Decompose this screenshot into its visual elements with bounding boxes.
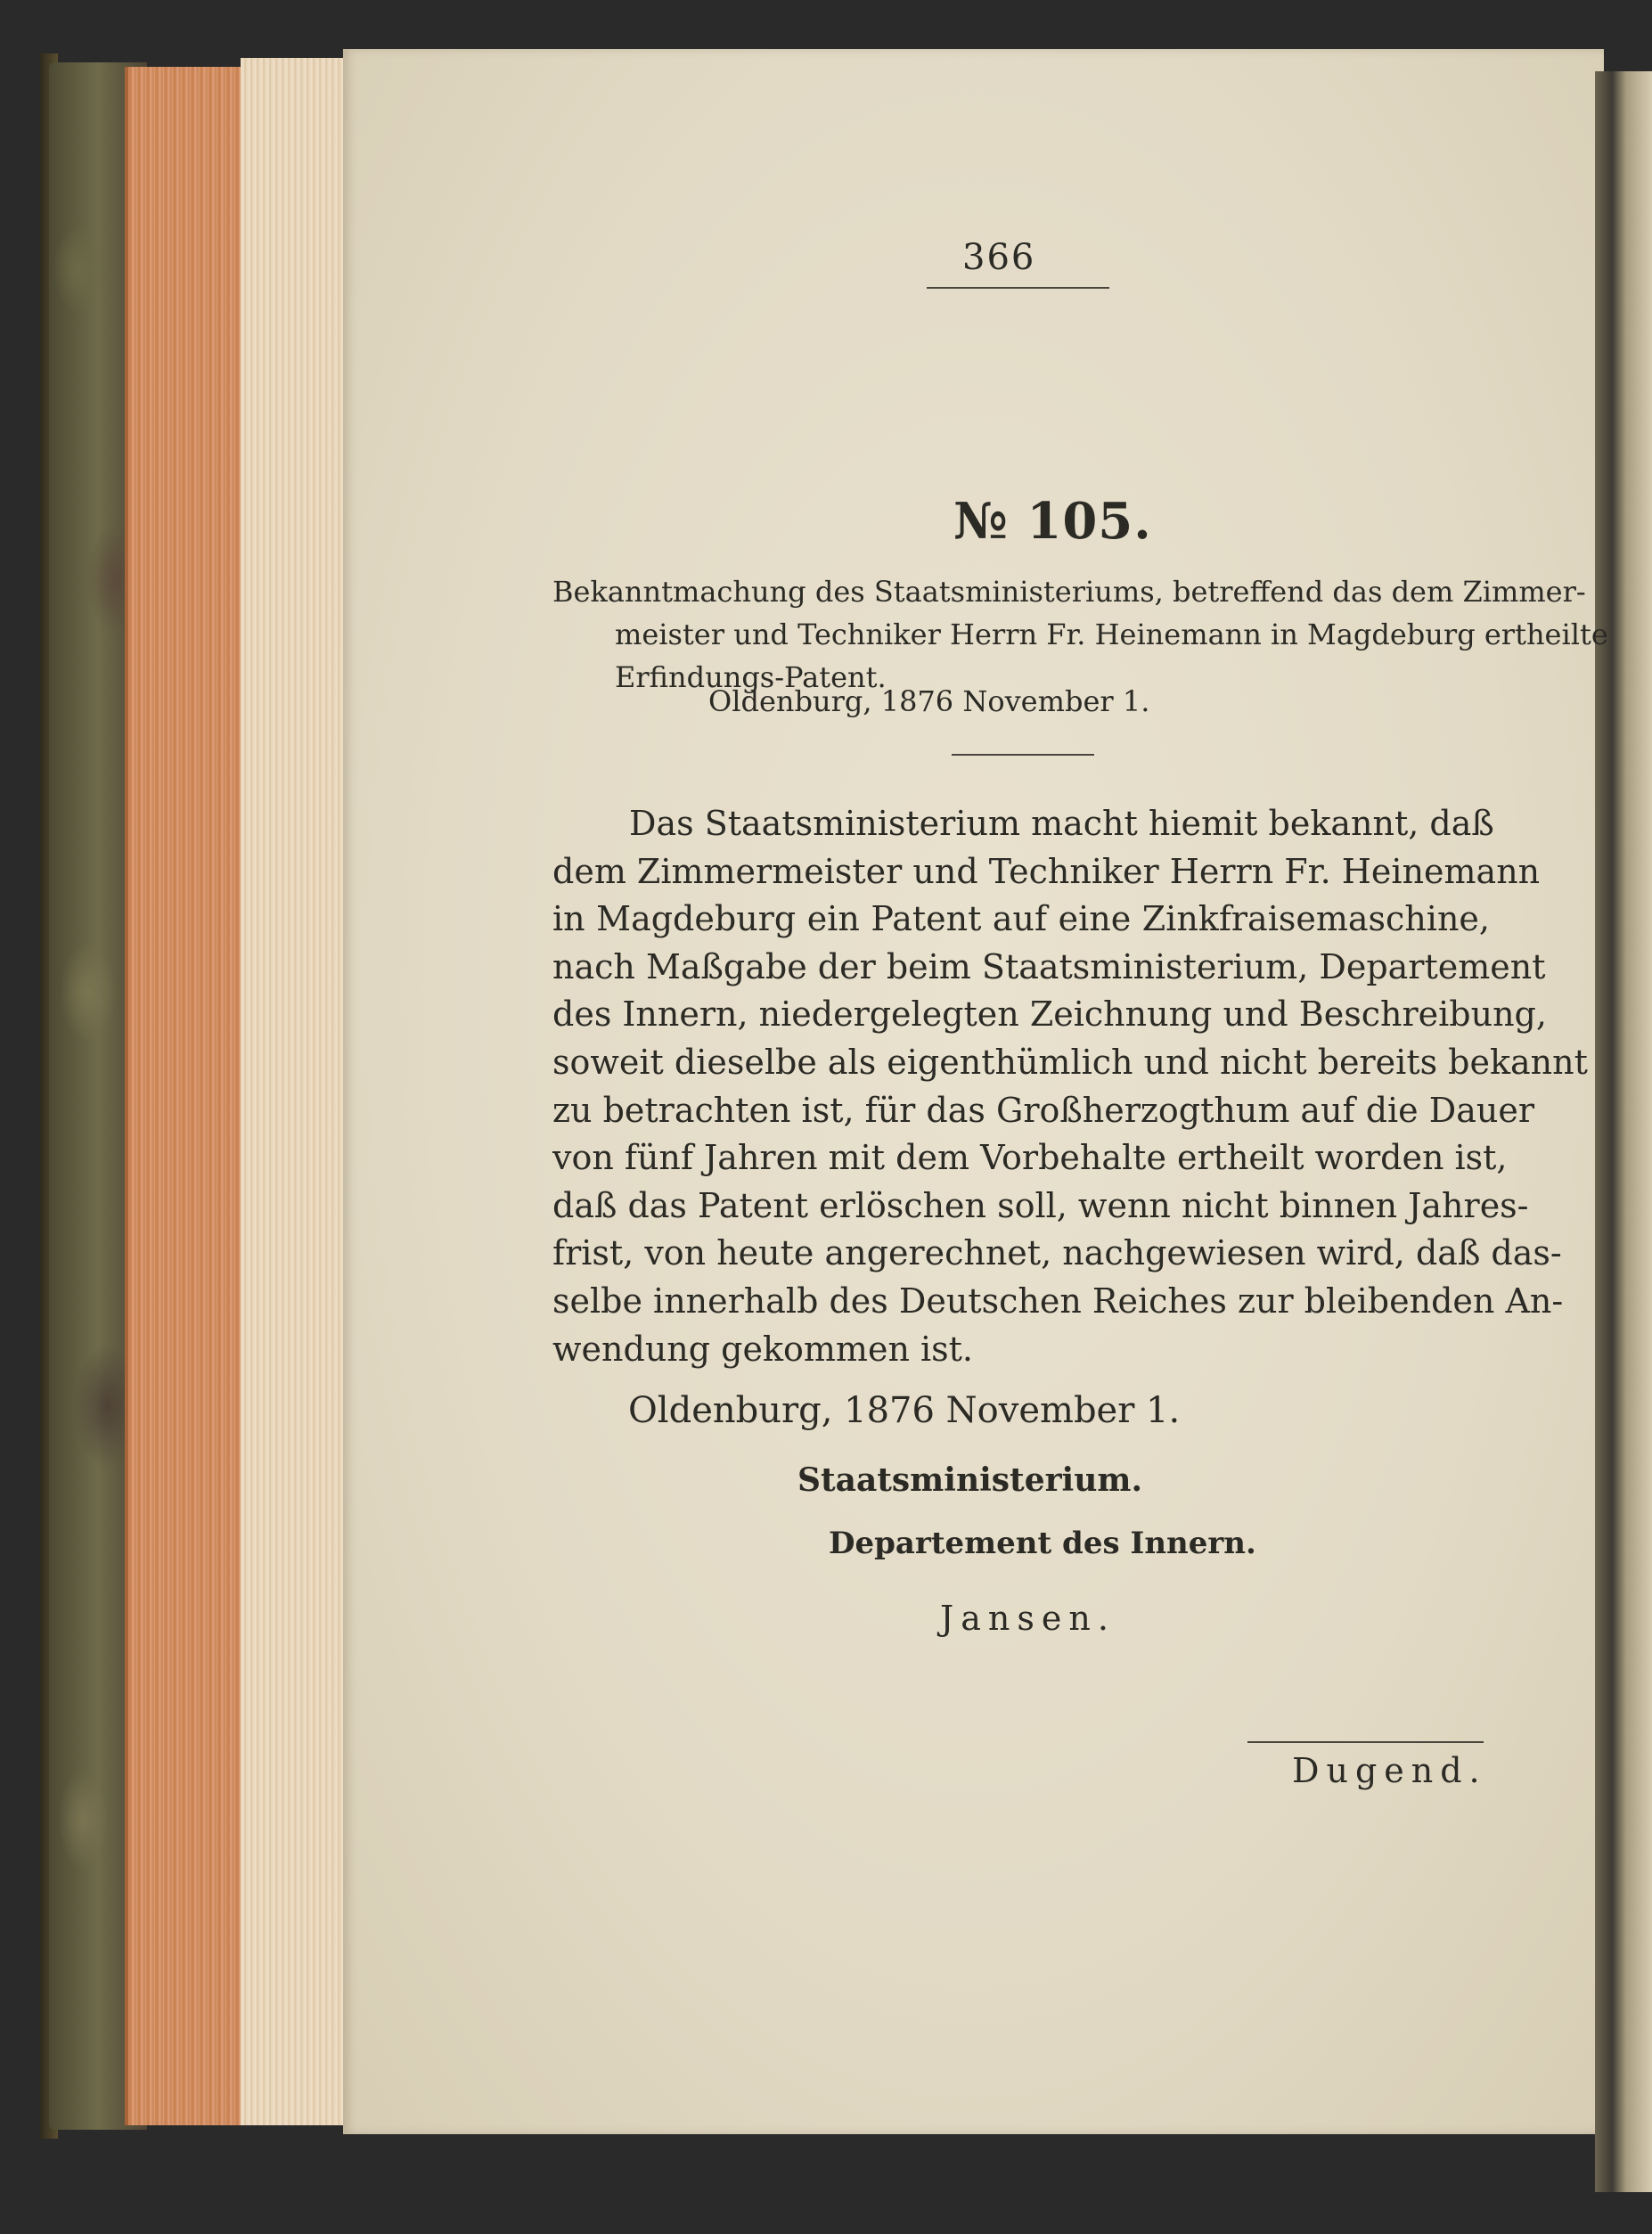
subject-line: Erfindungs-Patent. [615, 660, 887, 694]
body-line: des Innern, niedergelegten Zeichnung und Beschreibung, [552, 994, 1547, 1035]
subject-line: meister und Techniker Herrn Fr. Heinemann in Magdeburg ertheilte [615, 618, 1608, 651]
body-line: Das Staatsministerium macht hiemit bekannt, daß [629, 804, 1494, 843]
issuing-authority: Staatsministerium. [797, 1461, 1143, 1499]
body-line: nach Maßgabe der beim Staatsministerium, Departement [552, 946, 1546, 986]
printer-line: Dugend. [1292, 1751, 1487, 1790]
section-rule [952, 754, 1094, 756]
place-date: Oldenburg, 1876 November 1. [628, 1390, 1181, 1431]
subject-line: Bekanntmachung des Staatsministeriums, betreffend das dem Zimmer- [552, 575, 1586, 609]
body-line: wendung gekommen ist. [552, 1329, 973, 1369]
document-number: № 105. [953, 492, 1152, 551]
body-line: von fünf Jahren mit dem Vorbehalte ertheilt worden ist, [552, 1138, 1508, 1178]
page-number: 366 [962, 237, 1036, 278]
printer-rule [1247, 1741, 1484, 1743]
body-line: soweit dieselbe als eigenthümlich und nicht bereits bekannt [552, 1042, 1588, 1082]
body-line: frist, von heute angerechnet, nachgewiesen wird, daß das- [552, 1233, 1562, 1273]
subject-date: Oldenburg, 1876 November 1. [708, 684, 1150, 718]
announcement-body [552, 800, 1588, 1373]
body-line: dem Zimmermeister und Techniker Herrn Fr. Heinemann [552, 851, 1541, 891]
body-line: zu betrachten ist, für das Großherzogthum auf die Dauer [552, 1090, 1534, 1130]
body-line: daß das Patent erlöschen soll, wenn nicht binnen Jahres- [552, 1185, 1529, 1225]
department: Departement des Innern. [829, 1526, 1256, 1561]
body-line: selbe innerhalb des Deutschen Reiches zur bleibenden An- [552, 1281, 1564, 1321]
signature: Jansen. [940, 1599, 1116, 1638]
page-number-rule [927, 287, 1109, 289]
body-line: in Magdeburg ein Patent auf eine Zinkfraisemaschine, [552, 899, 1490, 939]
